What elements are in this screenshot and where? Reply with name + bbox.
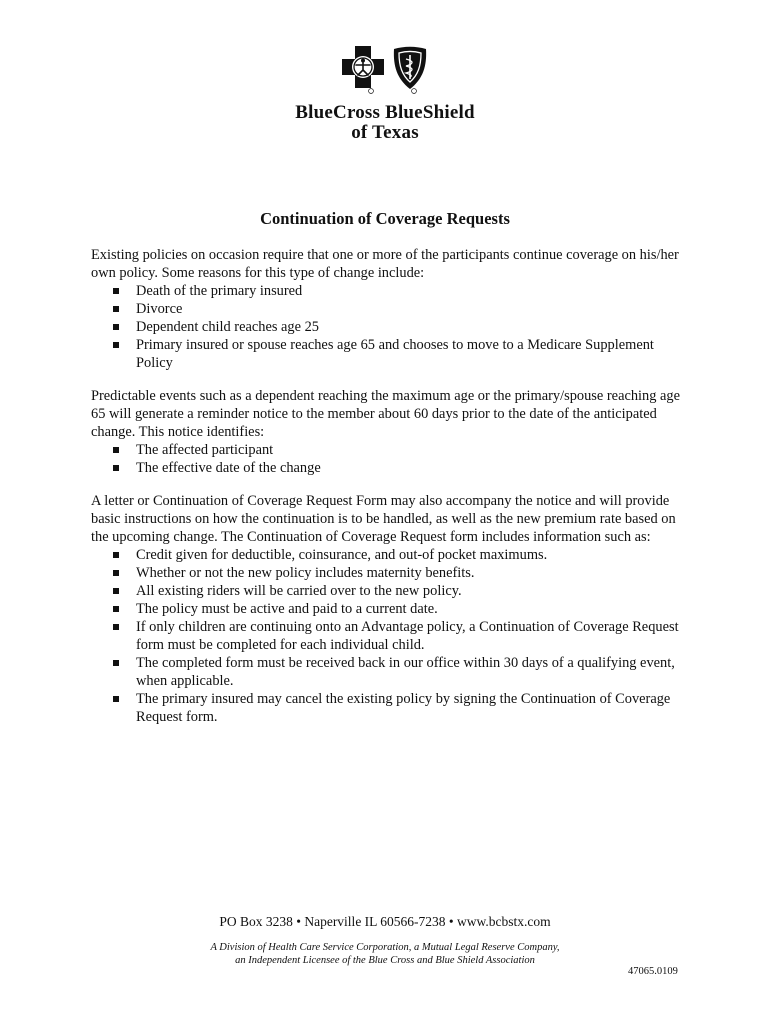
brand-line-1: BlueCross BlueShield xyxy=(295,102,475,123)
list-item: Credit given for deductible, coinsurance, and out-of pocket maximums. xyxy=(91,546,691,564)
brand-line-2: of Texas xyxy=(351,122,419,143)
list-item: The primary insured may cancel the existing policy by signing the Continuation of Coverage Request form. xyxy=(91,690,691,726)
list-item: All existing riders will be carried over to the new policy. xyxy=(91,582,691,600)
blue-shield-logo xyxy=(390,44,430,94)
footer-division xyxy=(0,941,770,967)
section-1-intro: Existing policies on occasion require that one or more of the participants continue coverage on his/her own policy. Some reasons for this type of change include: xyxy=(91,247,679,281)
page-title: Continuation of Coverage Requests xyxy=(260,209,510,228)
section-3-intro: A letter or Continuation of Coverage Request Form may also accompany the notice and will provide basic instructions on how the continuation is to be handled, as well as the new premium rate based on the upcoming change. The Continuation of Coverage Request form includes information such as: xyxy=(91,493,676,545)
list-item: Primary insured or spouse reaches age 65 and chooses to move to a Medicare Supplement Policy xyxy=(91,336,691,372)
list-item: Divorce xyxy=(91,300,691,318)
list-item: Whether or not the new policy includes maternity benefits. xyxy=(91,564,691,582)
footer-address: PO Box 3238 • Naperville IL 60566-7238 • www.bcbstx.com xyxy=(219,914,551,929)
list-item: If only children are continuing onto an Advantage policy, a Continuation of Coverage Request form must be completed for each individual child. xyxy=(91,618,691,654)
document-body xyxy=(91,246,691,726)
section-1-list xyxy=(91,282,691,372)
logo-marks xyxy=(340,44,430,94)
list-item: Death of the primary insured xyxy=(91,282,691,300)
footer-division-line-1: A Division of Health Care Service Corporation, a Mutual Legal Reserve Company, xyxy=(210,942,560,953)
list-item: The completed form must be received back in our office within 30 days of a qualifying event, when applicable. xyxy=(91,654,691,690)
document-code: 47065.0109 xyxy=(628,966,678,977)
section-2-list xyxy=(91,441,691,477)
letterhead xyxy=(0,44,770,143)
section-2-intro: Predictable events such as a dependent reaching the maximum age or the primary/spouse reaching age 65 will generate a reminder notice to the member about 60 days prior to the date of the anticipated change. This notice identifies: xyxy=(91,388,680,440)
brand-name xyxy=(0,103,770,143)
list-item: The affected participant xyxy=(91,441,691,459)
section-3-list xyxy=(91,546,691,726)
footer-division-line-2: an Independent Licensee of the Blue Cross and Blue Shield Association xyxy=(235,955,535,966)
list-item: The effective date of the change xyxy=(91,459,691,477)
blue-cross-logo xyxy=(340,44,386,94)
list-item: The policy must be active and paid to a current date. xyxy=(91,600,691,618)
list-item: Dependent child reaches age 25 xyxy=(91,318,691,336)
